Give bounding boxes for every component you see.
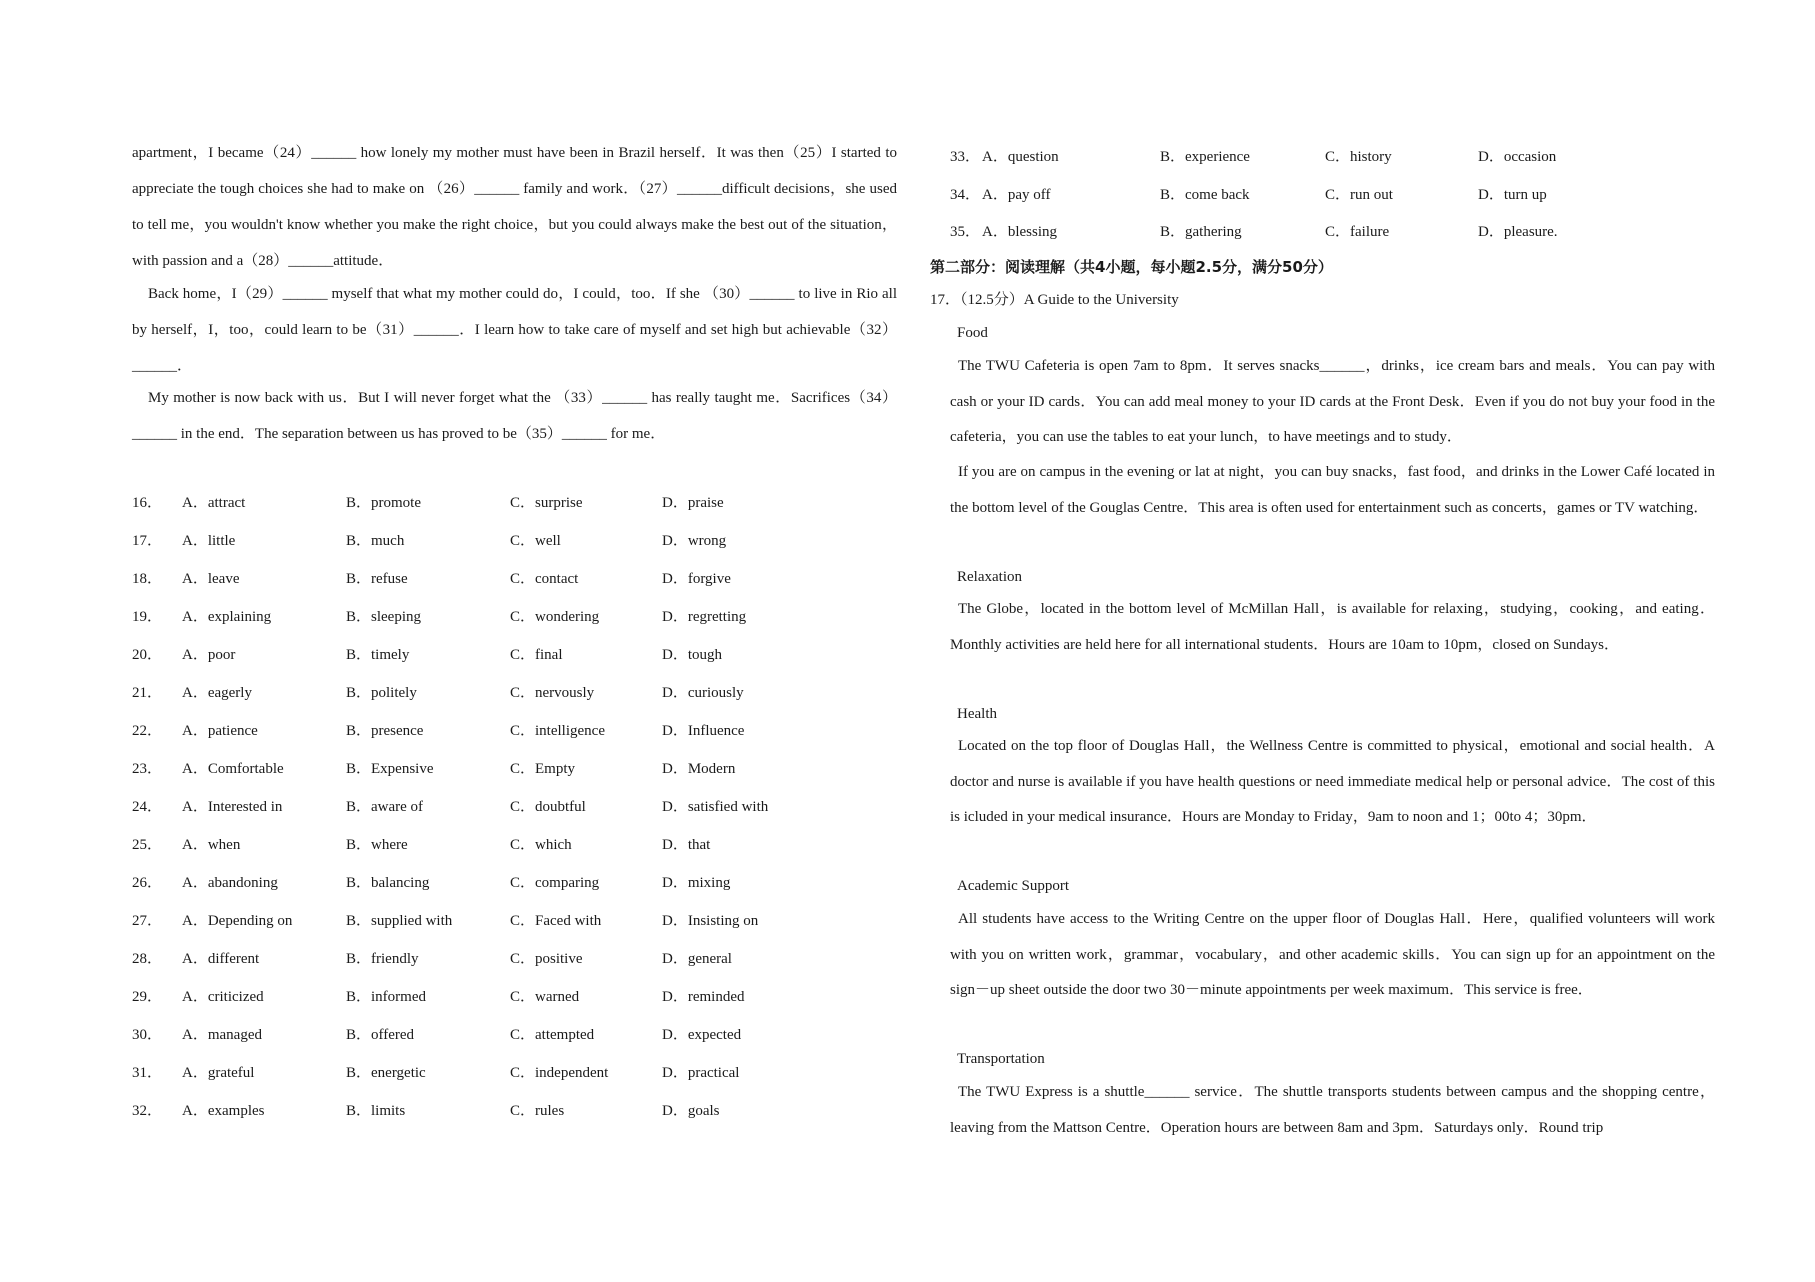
question-number: 21． [132,685,163,701]
question-number: 34． [950,187,981,203]
option-row [132,909,897,933]
option-row [132,1061,897,1085]
option-d[interactable]: D．regretting [662,609,747,625]
option-b[interactable]: B．energetic [346,1065,426,1081]
option-b[interactable]: B．Expensive [346,761,434,777]
option-c[interactable]: C．doubtful [510,799,586,815]
option-a[interactable]: A．attract [182,495,246,511]
option-d[interactable]: D．curiously [662,685,744,701]
option-a[interactable]: A．criticized [182,989,264,1005]
option-a[interactable]: A．grateful [182,1065,255,1081]
option-a[interactable]: A．pay off [982,187,1051,203]
option-b[interactable]: B．offered [346,1027,415,1043]
option-d[interactable]: D．that [662,837,711,853]
option-d[interactable]: D．goals [662,1103,720,1119]
question-number: 29． [132,989,163,1005]
option-row [132,871,897,895]
question-number: 18． [132,571,163,587]
option-d[interactable]: D．turn up [1478,187,1547,203]
option-c[interactable]: C．rules [510,1103,565,1119]
option-row [132,643,897,667]
option-c[interactable]: C．nervously [510,685,595,701]
option-row [132,605,897,629]
option-b[interactable]: B．experience [1160,149,1250,165]
option-d[interactable]: D．praise [662,495,724,511]
option-d[interactable]: D．practical [662,1065,740,1081]
option-d[interactable]: D．Influence [662,723,745,739]
guide-paragraph: The Globe，located in the bottom level of McMillan Hall，is available for relaxing，studying，cooking，and eating．Monthly activities are held here for all international students．Hours are 10am to 10pm，closed on Sundays． [950,601,1715,653]
option-b[interactable]: B．promote [346,495,421,511]
option-a[interactable]: A．question [982,149,1059,165]
option-c[interactable]: C．comparing [510,875,600,891]
question-number: 20． [132,647,163,663]
option-c[interactable]: C．attempted [510,1027,595,1043]
question-number: 17． [132,533,163,549]
option-c[interactable]: C．contact [510,571,579,587]
question-number: 25． [132,837,163,853]
subheading-academic-support: Academic Support [957,878,1070,894]
option-c[interactable]: C．positive [510,951,583,967]
question-number: 16． [132,495,163,511]
option-b[interactable]: B．where [346,837,408,853]
guide-paragraph: All students have access to the Writing Centre on the upper floor of Douglas Hall．Here，qualified volunteers will work with you on written work，grammar，vocabulary，and other academic skills．You can sign up for an appointment on the sign－up sheet outside the door two 30－minute appointments per week maximum．This service is free． [950,911,1715,998]
option-b[interactable]: B．gathering [1160,224,1242,240]
option-row [950,220,1710,244]
option-c[interactable]: C．run out [1325,187,1393,203]
option-d[interactable]: D．tough [662,647,723,663]
option-row [132,1023,897,1047]
guide-paragraph: Located on the top floor of Douglas Hall，the Wellness Centre is committed to physical，emotional and social health．A doctor and nurse is available if you have health questions or need immediate medical help or personal advice．The cost of this is icluded in your medical insurance．Hours are Monday to Friday，9am to noon and 1；00to 4；30pm． [950,738,1715,825]
option-b[interactable]: B．supplied with [346,913,453,929]
option-a[interactable]: A．leave [182,571,240,587]
option-row [132,1099,897,1123]
option-d[interactable]: D．satisfied with [662,799,769,815]
option-c[interactable]: C．final [510,647,563,663]
question-number: 28． [132,951,163,967]
passage-paragraph: apartment，I became（24）______ how lonely my mother must have been in Brazil herself．It was then（25）I started to appreciate the tough choices she had to make on （26）______ family and work．（27）______difficult decisions，she used to tell me，you wouldn't know whether you make the right choice，but you could always make the best out of the situation，with passion and a（28）______attitude． [132,145,897,269]
option-row [132,947,897,971]
question-number: 30． [132,1027,163,1043]
option-b[interactable]: B．informed [346,989,426,1005]
option-c[interactable]: C．failure [1325,224,1390,240]
question-number: 24． [132,799,163,815]
option-d[interactable]: D．occasion [1478,149,1557,165]
question-number: 27． [132,913,163,929]
subheading-relaxation: Relaxation [957,569,1022,585]
option-a[interactable]: A．little [182,533,236,549]
option-b[interactable]: B．friendly [346,951,419,967]
question-number: 33． [950,149,981,165]
option-row [132,719,897,743]
option-c[interactable]: C．wondering [510,609,600,625]
question-number: 23． [132,761,163,777]
subheading-transportation: Transportation [957,1051,1045,1067]
question-number: 26． [132,875,163,891]
option-row [950,183,1710,207]
guide-paragraph: If you are on campus in the evening or lat at night，you can buy snacks，fast food，and drinks in the Lower Café located in the bottom level of the Gouglas Centre．This area is often used for entertainment such as concerts，games or TV watching． [950,464,1715,516]
option-a[interactable]: A．patience [182,723,258,739]
option-a[interactable]: A．abandoning [182,875,278,891]
option-b[interactable]: B．aware of [346,799,424,815]
option-d[interactable]: D．wrong [662,533,727,549]
option-row [132,491,897,515]
option-b[interactable]: B．balancing [346,875,430,891]
passage-paragraph: Back home，I（29）______ myself that what my mother could do，I could，too．If she （30）______ to live in Rio all by herself，I，too，could learn to be（31）______．I learn how to take care of myself and set high but achievable（32）______． [132,286,897,374]
option-d[interactable]: D．expected [662,1027,742,1043]
option-a[interactable]: A．different [182,951,260,967]
question-number: 32． [132,1103,163,1119]
option-row [132,795,897,819]
option-row [132,681,897,705]
option-b[interactable]: B．presence [346,723,424,739]
option-c[interactable]: C．surprise [510,495,583,511]
option-d[interactable]: D．forgive [662,571,731,587]
option-c[interactable]: C．which [510,837,572,853]
option-c[interactable]: C．well [510,533,561,549]
option-row [132,567,897,591]
option-d[interactable]: D．Insisting on [662,913,759,929]
option-d[interactable]: D．general [662,951,732,967]
option-row [132,985,897,1009]
option-d[interactable]: D．pleasure. [1478,224,1558,240]
question-title: 17．（12.5分）A Guide to the University [930,292,1179,308]
option-a[interactable]: A．when [182,837,241,853]
option-a[interactable]: A．Comfortable [182,761,284,777]
question-number: 31． [132,1065,163,1081]
passage-paragraph: My mother is now back with us．But I will never forget what the （33）______ has really taught me．Sacrifices（34）______ in the end．The separation between us has proved to be（35）______ for me． [132,390,897,442]
option-row [950,145,1710,169]
option-b[interactable]: B．politely [346,685,417,701]
option-a[interactable]: A．managed [182,1027,262,1043]
subheading-health: Health [957,706,997,722]
option-b[interactable]: B．refuse [346,571,408,587]
option-row [132,529,897,553]
option-c[interactable]: C．Faced with [510,913,602,929]
subheading-food: Food [957,325,988,341]
option-a[interactable]: A．Depending on [182,913,293,929]
option-row [132,833,897,857]
option-a[interactable]: A．Interested in [182,799,283,815]
option-c[interactable]: C．intelligence [510,723,605,739]
guide-paragraph: The TWU Cafeteria is open 7am to 8pm．It serves snacks______，drinks，ice cream bars and meals．You can pay with cash or your ID cards．You can add meal money to your ID cards at the Front Desk．Even if you do not buy your food in the cafeteria，you can use the tables to eat your lunch，to have meetings and to study． [950,358,1715,445]
option-b[interactable]: B．timely [346,647,410,663]
option-d[interactable]: D．mixing [662,875,731,891]
guide-paragraph: The TWU Express is a shuttle______ service．The shuttle transports students between campus and the shopping centre，leaving from the Mattson Centre．Operation hours are between 8am and 3pm．Saturdays only．Round trip [950,1084,1715,1136]
option-c[interactable]: C．history [1325,149,1392,165]
option-b[interactable]: B．much [346,533,405,549]
option-d[interactable]: D．Modern [662,761,736,777]
option-b[interactable]: B．limits [346,1103,406,1119]
option-d[interactable]: D．reminded [662,989,745,1005]
question-number: 35． [950,224,981,240]
option-b[interactable]: B．sleeping [346,609,421,625]
option-a[interactable]: A．eagerly [182,685,252,701]
option-a[interactable]: A．poor [182,647,236,663]
option-row [132,757,897,781]
option-c[interactable]: C．Empty [510,761,576,777]
question-number: 19． [132,609,163,625]
option-a[interactable]: A．explaining [182,609,272,625]
option-c[interactable]: C．independent [510,1065,609,1081]
option-b[interactable]: B．come back [1160,187,1250,203]
option-a[interactable]: A．blessing [982,224,1058,240]
option-c[interactable]: C．warned [510,989,580,1005]
section-heading: 第二部分：阅读理解（共4小题，每小题2.5分，满分50分） [930,258,1333,276]
question-number: 22． [132,723,163,739]
option-a[interactable]: A．examples [182,1103,265,1119]
